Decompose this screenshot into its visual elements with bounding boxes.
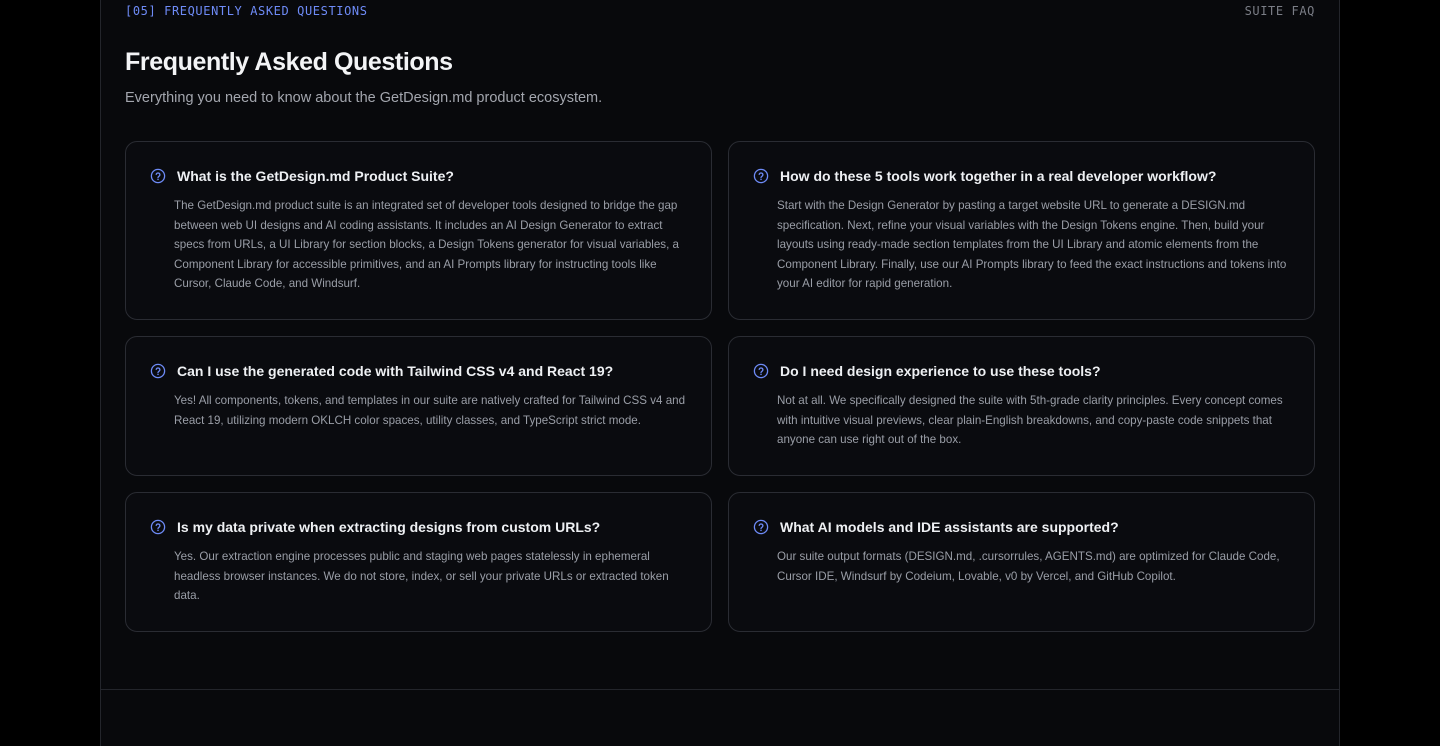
question-circle-icon — [150, 168, 166, 184]
faq-answer: Not at all. We specifically designed the suite with 5th-grade clarity principles. Every concept comes with intuitive visual previews, clear plain-English breakdowns, and copy-paste code snippets that anyone can use right out of the box. — [777, 394, 1283, 446]
faq-section — [100, 0, 1340, 746]
faq-card-header — [150, 363, 687, 379]
question-circle-icon — [150, 519, 166, 535]
faq-card-supported-assistants[interactable] — [728, 492, 1315, 632]
faq-card-data-privacy[interactable] — [125, 492, 712, 632]
section-aside-label: SUITE FAQ — [1244, 4, 1315, 18]
question-circle-icon — [150, 363, 166, 379]
page-title: Frequently Asked Questions — [125, 48, 453, 76]
faq-card-design-experience[interactable] — [728, 336, 1315, 476]
faq-card-header — [150, 519, 687, 535]
faq-answer: Yes! All components, tokens, and templates in our suite are natively crafted for Tailwind CSS v4 and React 19, utilizing modern OKLCH color spaces, utility classes, and TypeScript strict mode. — [174, 394, 686, 427]
faq-card-tailwind-react[interactable] — [125, 336, 712, 476]
faq-card-header — [753, 519, 1290, 535]
faq-question: How do these 5 tools work together in a real developer workflow? — [780, 168, 1217, 184]
question-circle-icon — [753, 363, 769, 379]
faq-answer: Yes. Our extraction engine processes public and staging web pages statelessly in ephemeral headless browser instances. We do not store, index, or sell your private URLs or extracted token data. — [174, 550, 669, 602]
faq-card-header — [753, 363, 1290, 379]
faq-answer: Start with the Design Generator by pasting a target website URL to generate a DESIGN.md specification. Next, refine your visual variables with the Design Tokens engine. Then, build your layouts using ready-made section templates from the UI Library and atomic elements from the Component Library. Finally, use our AI Prompts library to feed the exact instructions and tokens into your AI editor for rapid generation. — [777, 199, 1287, 290]
faq-card-product-suite[interactable] — [125, 141, 712, 320]
section-tag: [05] FREQUENTLY ASKED QUESTIONS — [125, 4, 368, 18]
question-circle-icon — [753, 519, 769, 535]
page-subtitle: Everything you need to know about the GetDesign.md product ecosystem. — [125, 90, 603, 106]
faq-card-header — [150, 168, 687, 184]
section-divider — [101, 689, 1339, 690]
faq-question: What AI models and IDE assistants are supported? — [780, 519, 1119, 535]
faq-question: What is the GetDesign.md Product Suite? — [177, 168, 454, 184]
faq-card-workflow[interactable] — [728, 141, 1315, 320]
question-circle-icon — [753, 168, 769, 184]
faq-card-header — [753, 168, 1290, 184]
faq-question: Is my data private when extracting designs from custom URLs? — [177, 519, 601, 535]
faq-question: Do I need design experience to use these tools? — [780, 363, 1101, 379]
faq-answer: The GetDesign.md product suite is an integrated set of developer tools designed to bridge the gap between web UI designs and AI coding assistants. It includes an AI Design Generator to extract specs from URLs, a UI Library for section blocks, a Design Tokens generator for visual variables, a Component Library for accessible primitives, and an AI Prompts library for instructing tools like Cursor, Claude Code, and Windsurf. — [174, 199, 679, 290]
faq-question: Can I use the generated code with Tailwind CSS v4 and React 19? — [177, 363, 614, 379]
faq-answer: Our suite output formats (DESIGN.md, .cursorrules, AGENTS.md) are optimized for Claude Code, Cursor IDE, Windsurf by Codeium, Lovable, v0 by Vercel, and GitHub Copilot. — [777, 550, 1280, 583]
faq-grid — [125, 141, 1315, 632]
